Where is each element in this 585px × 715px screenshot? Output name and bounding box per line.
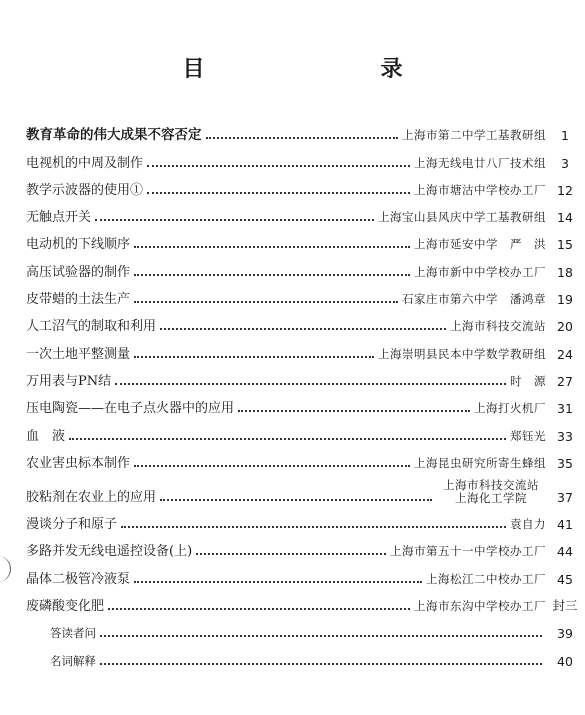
toc-entry[interactable] [26,307,573,335]
leader-dots [160,327,446,330]
page-title: 目 录 [182,57,447,82]
toc-entry[interactable] [26,416,573,444]
entry-author: 上海市第二中学工基教研组 [402,128,546,143]
toc-entry[interactable] [26,225,573,253]
leader-dots [100,662,542,665]
entry-author: 袁自力 [510,517,546,532]
leader-dots [95,218,374,221]
leader-dots [108,607,410,610]
entry-title: 晶体二极管冷液泵 [26,571,131,587]
entry-page: 14 [557,210,573,226]
leader-dots [134,245,410,248]
leader-dots [147,164,410,167]
toc-entry[interactable] [26,505,573,533]
entry-page: 3 [561,155,569,171]
entry-author: 石家庄市第六中学 潘鸿章 [402,292,546,307]
toc-entry[interactable] [26,471,573,505]
entry-author: 上海市东沟中学校办工厂 [414,599,546,614]
entry-title: 教学示波器的使用① [26,182,144,198]
entry-title: 电视机的中周及制作 [26,155,144,171]
entry-title: 压电陶瓷——在电子点火器中的应用 [26,401,235,417]
entry-title: 万用表与PN结 [26,373,112,389]
entry-title: 教育革命的伟大成果不容否定 [26,127,202,144]
toc-entry[interactable] [26,532,573,560]
toc-entry[interactable] [26,389,573,417]
leader-dots [134,355,374,358]
entry-page: 35 [557,455,573,471]
entry-author: 郑钰光 [510,428,546,443]
entry-title: 电动机的下线顺序 [26,237,131,253]
entry-page: 45 [557,571,573,587]
toc-entry[interactable] [26,252,573,280]
toc-entry[interactable] [26,641,573,669]
entry-page: 44 [557,544,573,560]
entry-title: 农业害虫标本制作 [26,455,131,471]
entry-page: 15 [557,237,573,253]
toc-entry[interactable] [26,614,573,642]
entry-page: 1 [561,128,569,144]
entry-author: 上海打火机厂 [474,401,546,416]
entry-title: 答读者问 [50,626,96,641]
entry-page: 12 [557,182,573,198]
entry-title: 高压试验器的制作 [26,264,131,280]
leader-dots [134,300,398,303]
entry-author: 时 源 [510,373,546,388]
entry-page: 40 [557,653,573,669]
entry-author: 上海松江二中校办工厂 [426,571,546,586]
entry-title: 漫谈分子和原子 [26,517,118,533]
toc-entry[interactable] [26,143,569,171]
toc-entry[interactable] [26,116,569,144]
leader-dots [134,464,410,467]
leader-dots [147,191,410,194]
entry-author: 上海市第五十一中学校办工厂 [390,544,546,559]
leader-dots [134,273,410,276]
entry-page: 33 [557,428,573,444]
entry-title: 名词解释 [50,653,96,668]
leader-dots [100,634,542,637]
entry-page: 37 [557,489,573,505]
toc-entry[interactable] [26,559,573,587]
toc-entry[interactable] [26,362,573,389]
leader-dots [121,525,506,528]
toc-entry[interactable] [26,171,573,198]
leader-dots [160,498,432,501]
entry-page: 41 [557,517,573,533]
entry-title: 废磷酸变化肥 [26,599,105,615]
entry-author: 上海市新中中学校办工厂 [414,264,546,279]
entry-page: 39 [557,626,573,642]
leader-dots [69,437,506,440]
toc-entry[interactable] [26,444,573,471]
entry-page: 31 [557,401,573,417]
entry-page: 27 [557,373,573,389]
entry-title: 一次土地平整测量 [26,346,131,362]
toc-entry[interactable] [26,587,578,615]
entry-page: 24 [557,346,573,362]
entry-title: 皮带蜡的土法生产 [26,292,131,308]
toc-entry[interactable] [26,280,573,308]
entry-title: 胶粘剂在农业上的应用 [26,489,157,505]
toc-entry[interactable] [26,198,573,226]
leader-dots [206,136,399,139]
entry-author: 上海市延安中学 严 洪 [414,237,546,252]
entry-author: 上海昆虫研究所寄生蜂组 [414,455,546,470]
entry-author: 上海宝山县风庆中学工基教研组 [378,210,546,225]
entry-title: 无触点开关 [26,210,92,226]
leader-dots [134,580,422,583]
entry-author: 上海市塘沽中学校办工厂 [414,182,546,197]
entry-title: 人工沼气的制取和利用 [26,319,157,335]
entry-title: 多路并发无线电遥控设备(上) [26,544,193,560]
entry-author: 上海无线电廿八厂技术组 [414,155,546,170]
leader-dots [115,382,506,385]
entry-author: 上海市科技交流站 上海化工学院 [443,477,539,505]
leader-dots [238,409,470,412]
table-of-contents [26,116,578,669]
entry-author: 上海崇明县民本中学数学教研组 [378,346,546,361]
leader-dots [196,552,386,555]
entry-author: 上海市科技交流站 [450,319,546,334]
entry-title: 血 液 [26,428,66,444]
margin-bracket-mark [0,556,11,582]
toc-entry[interactable] [26,334,573,362]
entry-page: 20 [557,319,573,335]
entry-page: 19 [557,292,573,308]
entry-page: 18 [557,264,573,280]
entry-page: 封三 [552,598,578,614]
